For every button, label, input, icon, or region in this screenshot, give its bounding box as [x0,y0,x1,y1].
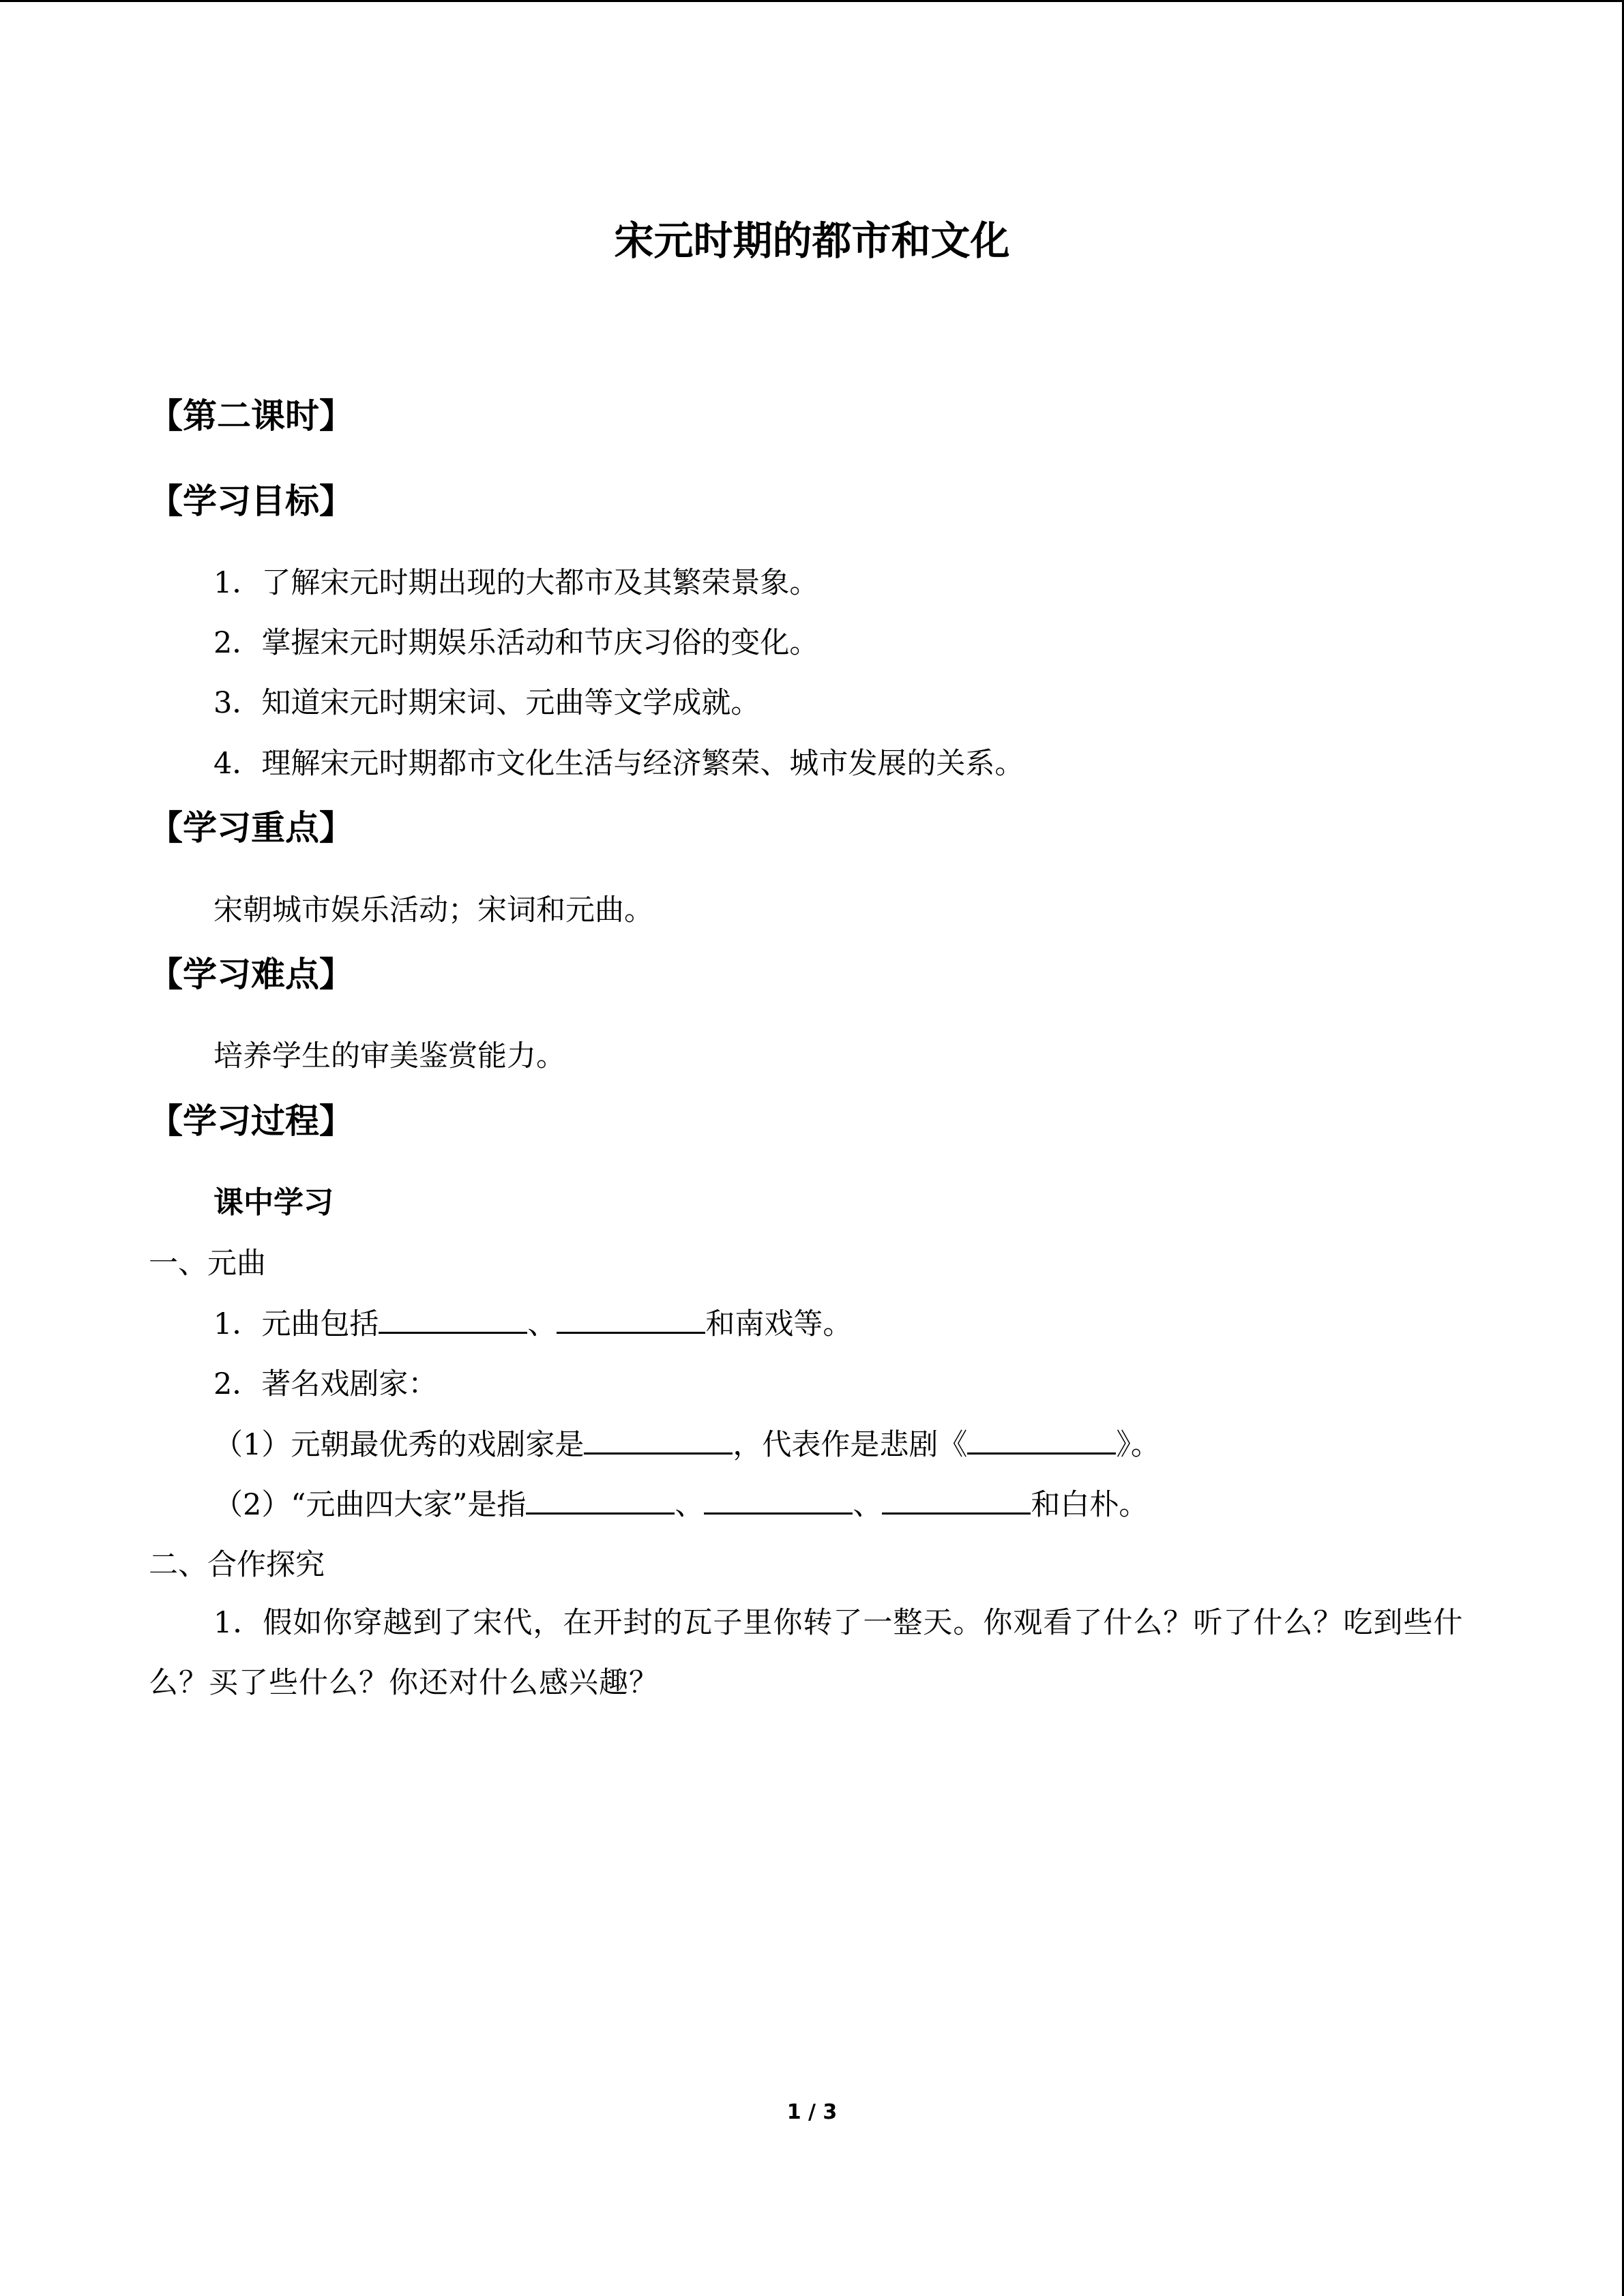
objective-item: 3．知道宋元时期宋词、元曲等文学成就。 [213,686,761,720]
key-points-text: 宋朝城市娱乐活动；宋词和元曲。 [213,893,653,927]
part1-title: 一、元曲 [149,1247,266,1281]
page-number: 1 / 3 [786,2100,838,2124]
difficulties-heading: 【学习难点】 [149,955,353,994]
key-points-heading: 【学习重点】 [149,808,353,848]
objective-item: 4．理解宋元时期都市文化生活与经济繁荣、城市发展的关系。 [213,747,1024,781]
difficulties-text: 培养学生的审美鉴赏能力。 [213,1039,565,1073]
document-title: 宋元时期的都市和文化 [614,218,1010,264]
question-2-1-prefix: （1）元朝最优秀的戏剧家是 [213,1428,585,1462]
class-period-heading: 【第二课时】 [149,396,353,436]
objectives-heading: 【学习目标】 [149,481,353,521]
answer-blank[interactable] [379,1303,527,1334]
question-1-separator: 、 [527,1307,557,1341]
answer-blank[interactable] [584,1424,733,1455]
question-1-suffix: 和南戏等。 [705,1307,853,1341]
answer-blank[interactable] [526,1484,675,1515]
answer-blank[interactable] [704,1484,853,1515]
question-2-1-middle: ，代表作是悲剧《 [733,1428,968,1462]
question-1-prefix: 1．元曲包括 [213,1307,379,1341]
question-2-2 [213,1484,1148,1525]
question-2-2-suffix: 和白朴。 [1031,1488,1149,1522]
question-2-2-prefix: （2）“元曲四大家”是指 [213,1488,527,1522]
explore-question-1: 1．假如你穿越到了宋代，在开封的瓦子里你转了一整天。你观看了什么？听了什么？吃到些什么？买了些什么？你还对什么感兴趣？ [149,1606,1464,1700]
answer-blank[interactable] [557,1303,705,1334]
question-2-2-separator: 、 [675,1488,705,1522]
question-1 [213,1303,852,1345]
process-heading: 【学习过程】 [149,1101,353,1141]
question-2-2-separator: 、 [853,1488,883,1522]
answer-blank[interactable] [967,1424,1116,1455]
part2-title: 二、合作探究 [149,1548,325,1582]
question-2-1 [213,1424,1160,1465]
objective-item: 1．了解宋元时期出现的大都市及其繁荣景象。 [213,566,819,600]
in-class-subheading: 课中学习 [213,1185,334,1220]
question-2-1-suffix: 》。 [1116,1428,1160,1462]
question-2: 2．著名戏剧家： [213,1367,438,1401]
answer-blank[interactable] [882,1484,1031,1515]
objective-item: 2．掌握宋元时期娱乐活动和节庆习俗的变化。 [213,626,819,660]
